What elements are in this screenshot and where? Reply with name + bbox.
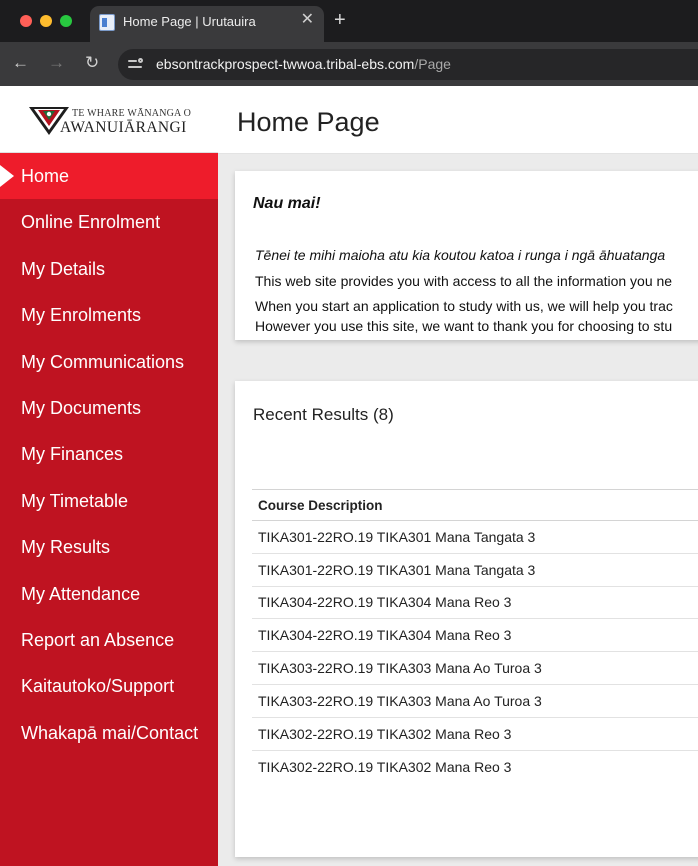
sidebar-item-home[interactable]: Home <box>0 153 218 199</box>
logo[interactable] <box>0 86 218 153</box>
course-description-cell: TIKA304-22RO.19 TIKA304 Mana Reo 3 <box>252 619 698 652</box>
table-row[interactable] <box>252 750 698 783</box>
recent-results-card <box>235 381 698 857</box>
sidebar-item-my-communications[interactable]: My Communications <box>21 351 185 372</box>
forward-arrow-icon[interactable]: → <box>48 53 65 72</box>
logo-text-line1: TE WHARE WĀNANGA O <box>72 108 192 119</box>
course-description-cell: TIKA302-22RO.19 TIKA302 Mana Reo 3 <box>258 758 512 775</box>
sidebar-menu <box>0 153 218 756</box>
url-input[interactable] <box>118 49 698 80</box>
close-window-button[interactable] <box>20 15 32 27</box>
welcome-paragraph: This web site provides you with access to all the information you ne <box>255 273 673 289</box>
page-header <box>218 86 698 154</box>
table-row[interactable] <box>252 619 698 652</box>
sidebar-item-my-enrolments[interactable]: My Enrolments <box>21 305 142 326</box>
reload-icon[interactable]: ↻ <box>85 53 100 72</box>
url-domain: ebsontrackprospect-twwoa.tribal-ebs.com <box>156 56 415 72</box>
url-path: /Page <box>414 56 451 72</box>
welcome-heading: Nau mai! <box>253 195 321 212</box>
sidebar-item-support[interactable]: Kaitautoko/Support <box>21 676 175 697</box>
column-header-course-description[interactable]: Course Description <box>252 490 698 521</box>
table-row[interactable] <box>252 652 698 685</box>
sidebar <box>0 86 218 866</box>
welcome-card <box>235 171 698 340</box>
sidebar-item-my-timetable[interactable]: My Timetable <box>21 490 129 511</box>
table-row[interactable] <box>252 586 698 619</box>
sidebar-item-my-finances[interactable]: My Finances <box>21 444 124 465</box>
table-row[interactable] <box>252 553 698 586</box>
address-bar <box>0 42 698 86</box>
table-row[interactable] <box>252 521 698 554</box>
course-description-cell: TIKA302-22RO.19 TIKA302 Mana Reo 3 <box>252 717 698 750</box>
results-table <box>252 489 698 783</box>
sidebar-item-my-documents[interactable]: My Documents <box>21 397 142 418</box>
tab-title: Home Page | Urutauira <box>123 14 256 29</box>
table-header-row <box>252 490 698 521</box>
close-icon[interactable]: ✕ <box>300 11 314 28</box>
maximize-window-button[interactable] <box>60 15 72 27</box>
sidebar-item-online-enrolment[interactable]: Online Enrolment <box>21 212 161 233</box>
plus-icon[interactable]: + <box>334 9 346 31</box>
logo-text-line2: AWANUIĀRANGI <box>60 119 187 136</box>
sidebar-item-my-results[interactable]: My Results <box>21 537 111 558</box>
welcome-paragraph: When you start an application to study with us, we will help you trac <box>255 298 673 314</box>
favicon-icon <box>99 14 115 31</box>
url-text <box>156 56 451 72</box>
minimize-window-button[interactable] <box>40 15 52 27</box>
course-description-cell: TIKA301-22RO.19 TIKA301 Mana Tangata 3 <box>252 521 698 554</box>
page-title: Home Page <box>237 107 380 137</box>
welcome-paragraph: However you use this site, we want to thank you for choosing to stu <box>255 318 673 334</box>
course-description-cell: TIKA303-22RO.19 TIKA303 Mana Ao Turoa 3 <box>252 652 698 685</box>
sidebar-item-contact[interactable]: Whakapā mai/Contact <box>21 722 199 743</box>
back-arrow-icon[interactable]: ← <box>12 53 29 72</box>
sidebar-item-my-attendance[interactable]: My Attendance <box>21 583 141 604</box>
sidebar-item-report-an-absence[interactable]: Report an Absence <box>21 629 175 650</box>
browser-tab-bar <box>0 0 698 42</box>
sidebar-item-my-details[interactable]: My Details <box>21 258 106 279</box>
browser-tab[interactable] <box>90 6 324 42</box>
course-description-cell: TIKA304-22RO.19 TIKA304 Mana Reo 3 <box>252 586 698 619</box>
site-settings-icon[interactable] <box>128 56 144 72</box>
course-description-cell: TIKA303-22RO.19 TIKA303 Mana Ao Turoa 3 <box>252 684 698 717</box>
recent-results-heading: Recent Results (8) <box>253 405 394 424</box>
course-description-cell: TIKA301-22RO.19 TIKA301 Mana Tangata 3 <box>252 553 698 586</box>
table-row[interactable] <box>252 717 698 750</box>
welcome-paragraph: Tēnei te mihi maioha atu kia koutou katoa i runga i ngā āhuatanga <box>255 247 666 263</box>
table-row[interactable] <box>252 684 698 717</box>
